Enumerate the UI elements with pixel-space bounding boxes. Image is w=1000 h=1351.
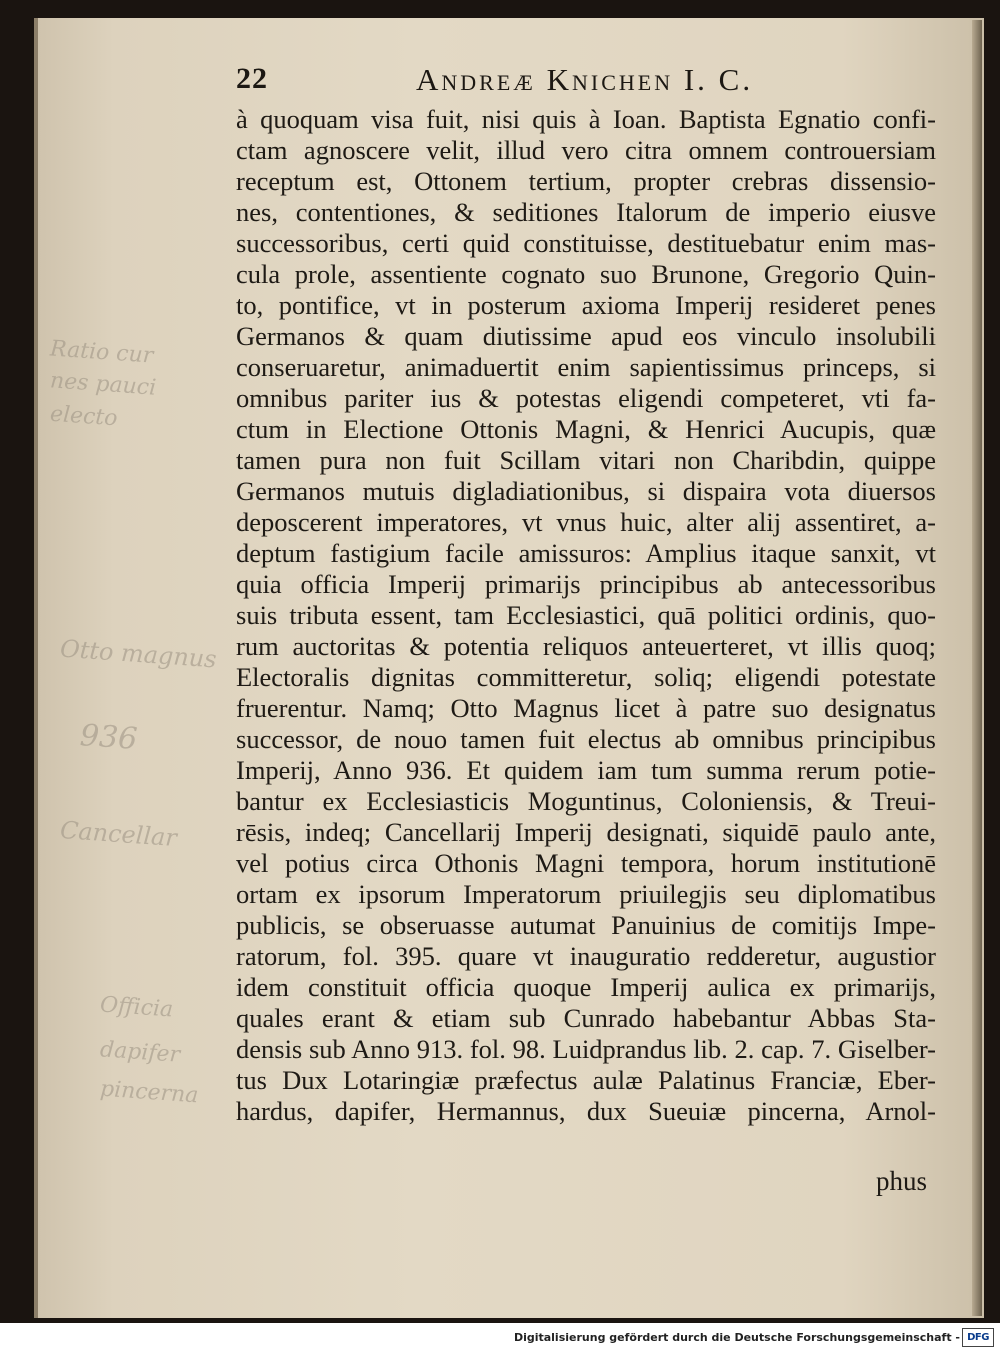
text-line: rum auctoritas & potentia reliquos anteuerteret, vt illis quoq; [236, 631, 936, 661]
text-line: ctam agnoscere velit, illud vero citra omnem controuersiam [236, 135, 936, 165]
dfg-logo: DFG [962, 1328, 994, 1347]
text-line: rēsis, indeq; Cancellarij Imperij designati, siquidē paulo ante, [236, 817, 936, 847]
margin-note: electo [49, 401, 119, 432]
body-text [236, 104, 936, 1127]
text-line: bantur ex Ecclesiasticis Moguntinus, Coloniensis, & Treui- [236, 786, 936, 816]
catchword: phus [876, 1166, 928, 1196]
margin-note: nes pauci [49, 368, 157, 401]
text-line: publicis, se obseruasse autumat Panuinius de comitijs Impe- [236, 910, 936, 940]
text-line: à quoquam visa fuit, nisi quis à Ioan. Baptista Egnatio confi- [236, 104, 936, 134]
margin-note: Ratio cur [49, 336, 155, 369]
text-line: deptum fastigium facile amissuros: Amplius itaque sanxit, vt [236, 538, 936, 568]
text-line: ctum in Electione Ottonis Magni, & Henrici Aucupis, quæ [236, 414, 936, 444]
text-line: fruerentur. Namq; Otto Magnus licet à patre suo designatus [236, 693, 936, 723]
text-line: omnibus pariter ius & potestas eligendi competeret, vti fa- [236, 383, 936, 413]
margin-note: pincerna [99, 1076, 200, 1109]
running-head: Andreæ Knichen I. C. [416, 62, 754, 97]
text-line: quia officia Imperij primarijs principibus ab antecessoribus [236, 569, 936, 599]
text-line: nes, contentiones, & seditiones Italorum de imperio eiusve [236, 197, 936, 227]
text-line: deposcerent imperatores, vt vnus huic, alter alij assentiret, a- [236, 507, 936, 537]
text-line: suis tributa essent, tam Ecclesiastici, quā politici ordinis, quo- [236, 600, 936, 630]
text-line: vel potius circa Othonis Magni tempora, horum institutionē [236, 848, 936, 878]
margin-note: Otto magnus [59, 634, 218, 674]
page-header [236, 62, 936, 102]
margin-note: Officia [99, 992, 174, 1023]
page-number: 22 [236, 62, 268, 95]
text-line: ratorum, fol. 395. quare vt inauguratio redderetur, augustior [236, 941, 936, 971]
page-edge [972, 20, 982, 1316]
text-line: tus Dux Lotaringiæ præfectus aulæ Palatinus Franciæ, Eber- [236, 1065, 936, 1095]
text-line: successor, de nouo tamen fuit electus ab omnibus principibus [236, 724, 936, 754]
margin-annotations [40, 336, 230, 1160]
text-line: Electoralis dignitas committeretur, soliq; eligendi potestate [236, 662, 936, 692]
funding-credit: Digitalisierung gefördert durch die Deutsche Forschungsgemeinschaft - [513, 1331, 960, 1344]
text-line: densis sub Anno 913. fol. 98. Luidprandus lib. 2. cap. 7. Giselber- [236, 1034, 936, 1064]
text-line: hardus, dapifer, Hermannus, dux Sueuiæ pincerna, Arnol- [236, 1096, 936, 1126]
text-line: Germanos & quam diutissime apud eos vinculo insolubili [236, 321, 936, 351]
text-line: receptum est, Ottonem tertium, propter crebras dissensio- [236, 166, 936, 196]
text-line: ortam ex ipsorum Imperatorum priuilegjis seu diplomatibus [236, 879, 936, 909]
text-line: to, pontifice, vt in posterum axioma Imperij resideret penes [236, 290, 936, 320]
margin-note: dapifer [99, 1037, 181, 1068]
text-line: Germanos mutuis digladiationibus, si dispaira vota diuersos [236, 476, 936, 506]
text-line: successoribus, certi quid constituisse, destituebatur enim mas- [236, 228, 936, 258]
text-line: tamen pura non fuit Scillam vitari non Charibdin, quippe [236, 445, 936, 475]
text-line: idem constituit officia quoque Imperij aulica ex primarijs, [236, 972, 936, 1002]
text-line: conseruaretur, animaduertit enim sapientissimus princeps, si [236, 352, 936, 382]
text-line: quales erant & etiam sub Cunrado habebantur Abbas Sta- [236, 1003, 936, 1033]
margin-note: Cancellar [59, 815, 178, 853]
footer-bar [0, 1323, 1000, 1351]
text-line: Imperij, Anno 936. Et quidem iam tum summa rerum potie- [236, 755, 936, 785]
text-line: cula prole, assentiente cognato suo Brunone, Gregorio Quin- [236, 259, 936, 289]
margin-note: 936 [78, 718, 139, 757]
